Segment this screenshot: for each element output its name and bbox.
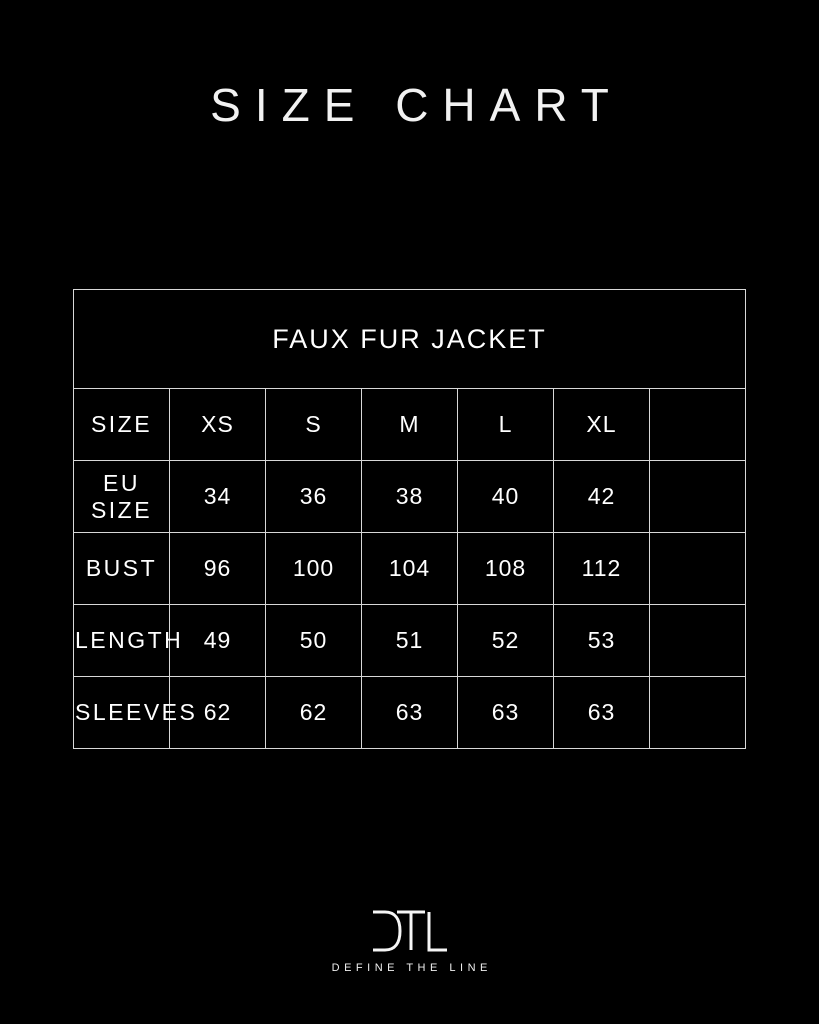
cell-sleeves-xl: 63 bbox=[554, 677, 650, 749]
cell-eu-size-m: 38 bbox=[362, 461, 458, 533]
cell-eu-size-s: 36 bbox=[266, 461, 362, 533]
size-chart-table-container bbox=[73, 289, 746, 749]
cell-bust-m: 104 bbox=[362, 533, 458, 605]
cell-length-s: 50 bbox=[266, 605, 362, 677]
cell-length-xs: 49 bbox=[170, 605, 266, 677]
footer bbox=[0, 908, 819, 974]
cell-bust-xl: 112 bbox=[554, 533, 650, 605]
cell-length-m: 51 bbox=[362, 605, 458, 677]
cell-bust-xs: 96 bbox=[170, 533, 266, 605]
cell-length-l: 52 bbox=[458, 605, 554, 677]
product-name-cell: FAUX FUR JACKET bbox=[74, 290, 746, 389]
cell-sleeves-xs: 62 bbox=[170, 677, 266, 749]
table-row bbox=[74, 533, 746, 605]
row-label-bust: BUST bbox=[74, 533, 170, 605]
row-label-sleeves: SLEEVES bbox=[74, 677, 170, 749]
cell-sleeves-s: 62 bbox=[266, 677, 362, 749]
cell-sleeves-m: 63 bbox=[362, 677, 458, 749]
row-label-eu-size: EU SIZE bbox=[74, 461, 170, 533]
brand-tagline: DEFINE THE LINE bbox=[331, 962, 492, 974]
cell-bust-l: 108 bbox=[458, 533, 554, 605]
table-row bbox=[74, 389, 746, 461]
cell-bust-empty bbox=[650, 533, 746, 605]
cell-eu-size-xs: 34 bbox=[170, 461, 266, 533]
table-row bbox=[74, 461, 746, 533]
table-row bbox=[74, 605, 746, 677]
table-row bbox=[74, 677, 746, 749]
row-label-length: LENGTH bbox=[74, 605, 170, 677]
row-label-size: SIZE bbox=[74, 389, 170, 461]
cell-eu-size-xl: 42 bbox=[554, 461, 650, 533]
cell-size-empty bbox=[650, 389, 746, 461]
cell-eu-size-l: 40 bbox=[458, 461, 554, 533]
cell-size-s: S bbox=[266, 389, 362, 461]
cell-eu-size-empty bbox=[650, 461, 746, 533]
cell-size-m: M bbox=[362, 389, 458, 461]
cell-bust-s: 100 bbox=[266, 533, 362, 605]
cell-sleeves-empty bbox=[650, 677, 746, 749]
dtl-logo-icon bbox=[367, 908, 453, 954]
table-row-product-name bbox=[74, 290, 746, 389]
page-title: SIZE CHART bbox=[210, 79, 623, 131]
cell-length-xl: 53 bbox=[554, 605, 650, 677]
cell-sleeves-l: 63 bbox=[458, 677, 554, 749]
cell-size-l: L bbox=[458, 389, 554, 461]
cell-size-xs: XS bbox=[170, 389, 266, 461]
cell-length-empty bbox=[650, 605, 746, 677]
cell-size-xl: XL bbox=[554, 389, 650, 461]
size-chart-table bbox=[73, 289, 746, 749]
